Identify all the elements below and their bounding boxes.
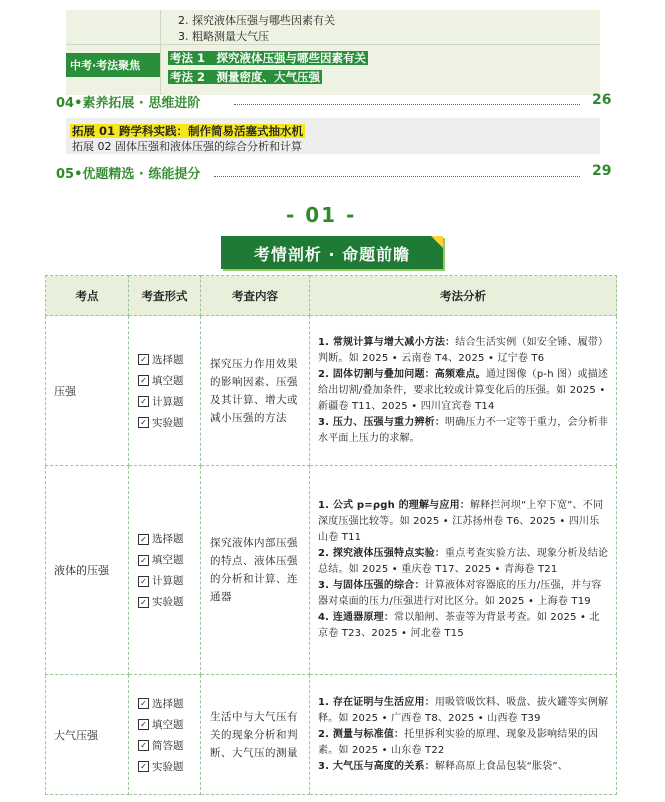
outline-divider xyxy=(66,44,600,45)
form-item xyxy=(138,738,199,753)
form-item xyxy=(138,594,199,609)
analysis-item-heading: 2. 测量与标准值： xyxy=(318,728,405,740)
exam-analysis xyxy=(310,316,617,466)
exam-content xyxy=(201,316,310,466)
form-item xyxy=(138,415,199,430)
analysis-item xyxy=(318,759,609,775)
part-number: - 01 - xyxy=(286,203,357,227)
analysis-text xyxy=(311,691,615,779)
checkbox-checked-icon: ✓ xyxy=(138,576,149,587)
analysis-item-heading: 3. 大气压与高度的关系： xyxy=(318,760,435,772)
exam-method-2[interactable] xyxy=(168,66,322,85)
outline-vline xyxy=(160,10,161,95)
analysis-item xyxy=(318,578,609,610)
form-item xyxy=(138,696,199,711)
analysis-item-body: 托里拆利实验的原理、现象及影响结果的因素。如 2025 • 山东卷 T22 xyxy=(318,728,599,756)
table-header-row xyxy=(46,276,617,316)
form-item xyxy=(138,531,199,546)
form-item xyxy=(138,717,199,732)
form-item xyxy=(138,373,199,388)
checkbox-checked-icon: ✓ xyxy=(138,698,149,709)
analysis-text xyxy=(311,331,615,451)
analysis-item-body: 重点考查实验方法、现象分析及结论总结。如 2025 • 重庆卷 T17、2025 • 青海卷 T21 xyxy=(318,548,609,575)
checkbox-checked-icon: ✓ xyxy=(138,375,149,386)
analysis-item xyxy=(318,695,609,727)
exam-forms xyxy=(129,466,201,675)
analysis-item xyxy=(318,498,609,546)
analysis-item-body: 解释拦河坝“上窄下宽”、不同深度压强比较等。如 2025 • 江苏扬州卷 T6、2025 • 四川乐山卷 T11 xyxy=(318,500,604,543)
section-05-leader xyxy=(214,176,580,177)
analysis-item xyxy=(318,727,609,759)
form-label: 实验题 xyxy=(152,760,184,773)
analysis-item xyxy=(318,415,609,447)
header-form: 考查形式 xyxy=(129,276,201,316)
extension-1-label: 拓展 01 跨学科实践：制作简易活塞式抽水机 xyxy=(72,124,304,138)
exam-point: 大气压强 xyxy=(46,675,129,795)
form-label: 实验题 xyxy=(152,416,184,429)
extension-1[interactable] xyxy=(70,120,305,139)
analysis-item-body: 计算液体对容器底的压力/压强，并与容器对桌面的压力/压强进行对比区分。如 2025 • 上海卷 T19 xyxy=(318,580,602,607)
analysis-item-body: 结合生活实例（如安全锤、履带）判断。如 2025 • 云南卷 T4、2025 • 辽宁卷 T6 xyxy=(318,336,609,364)
form-label: 选择题 xyxy=(152,697,184,710)
analysis-item xyxy=(318,546,609,578)
checkbox-checked-icon: ✓ xyxy=(138,354,149,365)
analysis-item-body: 明确压力不一定等于重力，会分析非水平面上压力的求解。 xyxy=(318,416,609,444)
form-label: 选择题 xyxy=(152,533,184,545)
exam-point: 液体的压强 xyxy=(46,466,129,675)
exam-point: 压强 xyxy=(46,316,129,466)
exam-content xyxy=(201,675,310,795)
form-label: 计算题 xyxy=(152,395,184,408)
checkbox-checked-icon: ✓ xyxy=(138,534,149,545)
analysis-item xyxy=(318,610,609,642)
analysis-item-heading: 4. 连通器原理： xyxy=(318,612,395,623)
form-label: 实验题 xyxy=(152,596,184,608)
analysis-item-heading: 3. 压力、压强与重力辨析： xyxy=(318,416,446,428)
analysis-item-body: 解释高原上食品包装“胀袋”、 xyxy=(434,760,569,772)
header-point: 考点 xyxy=(46,276,129,316)
analysis-item-heading: 1. 常规计算与增大减小方法： xyxy=(318,336,456,348)
table-row xyxy=(46,675,617,795)
analysis-item-heading: 1. 存在证明与生活应用： xyxy=(318,696,435,708)
analysis-item-body: 常以船闸、茶壶等为背景考查。如 2025 • 北京卷 T23、2025 • 河北卷 T15 xyxy=(318,612,600,639)
analysis-item-body: 通过图像（p-h 图）或描述给出切割/叠加条件，要求比较或计算变化后的压强。如 2025 • 新疆卷 T11、2025 • 四川宜宾卷 T14 xyxy=(318,368,609,412)
analysis-item xyxy=(318,367,609,415)
exam-content-text: 生活中与大气压有关的现象分析和判断、大气压的测量 xyxy=(210,710,298,759)
analysis-item-body: 用吸管吸饮料、吸盘、拔火罐等实例解释。如 2025 • 广西卷 T8、2025 • 山西卷 T39 xyxy=(318,696,609,724)
exam-analysis xyxy=(310,675,617,795)
analysis-text xyxy=(311,494,615,646)
exam-content xyxy=(201,466,310,675)
exam-forms xyxy=(129,316,201,466)
exam-content-text: 探究压力作用效果的影响因素、压强及其计算、增大或减小压强的方法 xyxy=(210,357,298,424)
analysis-item xyxy=(318,335,609,367)
analysis-item-heading: 1. 公式 p=ρgh 的理解与应用： xyxy=(318,500,470,511)
section-05-title[interactable]: 05•优题精选 · 练能提分 xyxy=(56,167,201,182)
outline-item[interactable]: 3. 粗略测量大气压 xyxy=(178,30,269,43)
exam-content-text: 探究液体内部压强的特点、液体压强的分析和计算、连通器 xyxy=(210,537,298,603)
outline-item[interactable]: 2. 探究液体压强与哪些因素有关 xyxy=(178,14,335,27)
form-label: 计算题 xyxy=(152,575,184,587)
table-row xyxy=(46,316,617,466)
header-analysis: 考法分析 xyxy=(310,276,617,316)
analysis-item-heading: 2. 探究液体压强特点实验： xyxy=(318,548,446,559)
checkbox-checked-icon: ✓ xyxy=(138,597,149,608)
checkbox-checked-icon: ✓ xyxy=(138,417,149,428)
checkbox-checked-icon: ✓ xyxy=(138,719,149,730)
form-label: 选择题 xyxy=(152,353,184,366)
analysis-item-heading: 2. 固体切割与叠加问题：高频难点。 xyxy=(318,368,486,380)
header-content: 考查内容 xyxy=(201,276,310,316)
checkbox-checked-icon: ✓ xyxy=(138,740,149,751)
form-label: 填空题 xyxy=(152,374,184,387)
checkbox-checked-icon: ✓ xyxy=(138,555,149,566)
exam-forms xyxy=(129,675,201,795)
exam-analysis xyxy=(310,466,617,675)
extension-2[interactable]: 拓展 02 固体压强和液体压强的综合分析和计算 xyxy=(72,140,302,153)
form-item xyxy=(138,552,199,567)
form-label: 简答题 xyxy=(152,739,184,752)
exam-label-text: 中考·考法聚焦 xyxy=(70,59,141,72)
form-item xyxy=(138,394,199,409)
section-04-title[interactable]: 04•素养拓展 · 思维进阶 xyxy=(56,96,201,111)
form-label: 填空题 xyxy=(152,718,184,731)
analysis-item-heading: 3. 与固体压强的综合： xyxy=(318,580,425,591)
section-04-page[interactable]: 26 xyxy=(592,92,612,108)
section-05-page[interactable]: 29 xyxy=(592,163,612,179)
form-label: 填空题 xyxy=(152,554,184,566)
form-item xyxy=(138,352,199,367)
table-row xyxy=(46,466,617,675)
exam-method-1-label: 考法 1 探究液体压强与哪些因素有关 xyxy=(170,51,367,65)
checkbox-checked-icon: ✓ xyxy=(138,761,149,772)
exam-method-1[interactable] xyxy=(168,47,368,66)
form-item xyxy=(138,573,199,588)
exam-method-2-label: 考法 2 测量密度、大气压强 xyxy=(170,70,321,84)
part-title: 考情剖析 · 命题前瞻 xyxy=(253,245,411,264)
section-04-leader xyxy=(234,104,580,105)
exam-analysis-table xyxy=(45,275,617,795)
checkbox-checked-icon: ✓ xyxy=(138,396,149,407)
form-item xyxy=(138,759,199,774)
